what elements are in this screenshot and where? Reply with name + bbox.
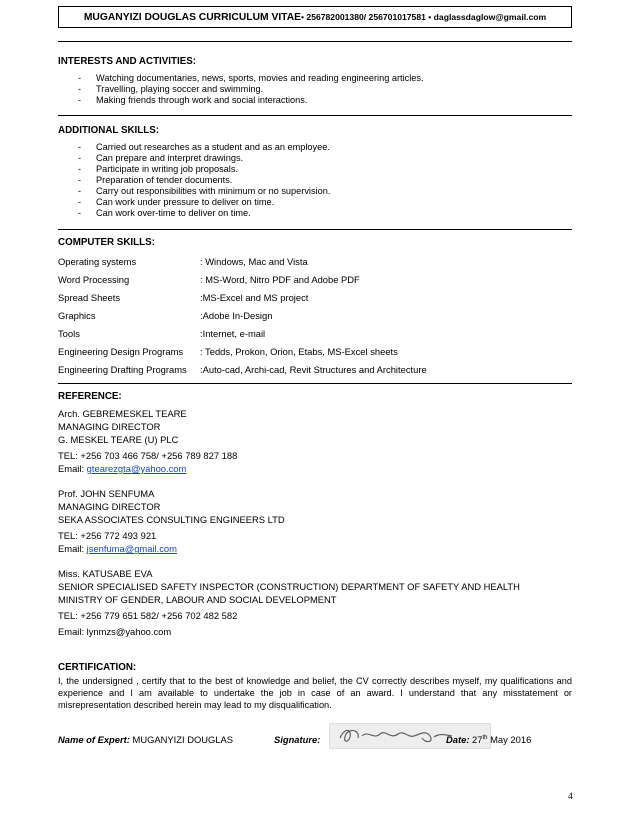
list-item: - Making friends through work and social interactions. bbox=[78, 95, 308, 105]
list-item: - Carried out researches as a student and as an employee. bbox=[78, 142, 330, 152]
email-link[interactable]: gtearezgta@yahoo.com bbox=[86, 463, 187, 474]
interests-section bbox=[58, 55, 572, 106]
table-row: Graphics :Adobe In-Design bbox=[58, 309, 273, 321]
list-item: - Can work under pressure to deliver on time. bbox=[78, 197, 275, 207]
table-row: Operating systems : Windows, Mac and Vista bbox=[58, 255, 308, 267]
list-item: - Participate in writing job proposals. bbox=[78, 164, 238, 174]
reference-section bbox=[58, 390, 572, 638]
reference-1: Arch. GEBREMESKEL TEARE MANAGING DIRECTOR G. MESKEL TEARE (U) PLC TEL: +256 703 466 758/ +256 789 827 188 Email: gtearezgta@yahoo.com bbox=[58, 408, 238, 474]
additional-skills-list bbox=[58, 142, 572, 219]
cv-header bbox=[58, 6, 572, 28]
additional-skills-section bbox=[58, 124, 572, 219]
list-item: - Can prepare and interpret drawings. bbox=[78, 153, 244, 163]
reference-2: Prof. JOHN SENFUMA MANAGING DIRECTOR SEKA ASSOCIATES CONSULTING ENGINEERS LTD TEL: +256 772 493 921 Email: jsenfuma@gmail.com bbox=[58, 488, 285, 554]
email-link[interactable]: jsenfuma@gmail.com bbox=[86, 543, 177, 554]
section-divider bbox=[58, 115, 572, 116]
additional-skills-title: ADDITIONAL SKILLS: bbox=[58, 125, 160, 136]
cv-contact: • 256782001380/ 256701017581 • daglassdaglow@gmail.com bbox=[301, 12, 547, 22]
certification-text: I, the undersigned , certify that to the best of knowledge and belief, the CV correctly describes myself, my qualifications and experience and I am available to undertake the job in case of an award. I understand that any misstatement or misrepresentation described herein may lead to my disqualification. bbox=[58, 676, 572, 710]
interests-title: INTERESTS AND ACTIVITIES: bbox=[58, 56, 197, 67]
certification-title: CERTIFICATION: bbox=[58, 662, 137, 673]
computer-skills-table bbox=[58, 252, 427, 378]
signature-label: Signature: bbox=[274, 734, 321, 745]
cv-title: MUGANYIZI DOUGLAS CURRICULUM VITAE bbox=[83, 11, 302, 23]
list-item: - Carry out responsibilities with minimum or no supervision. bbox=[78, 186, 331, 196]
page-number: 4 bbox=[568, 792, 573, 802]
table-row: Tools :Internet, e-mail bbox=[58, 327, 266, 339]
computer-skills-section bbox=[58, 236, 572, 378]
interests-list bbox=[58, 73, 572, 106]
table-row: Word Processing : MS-Word, Nitro PDF and Adobe PDF bbox=[58, 273, 360, 285]
list-item: - Travelling, playing soccer and swimming. bbox=[78, 84, 264, 94]
list-item: - Watching documentaries, news, sports, movies and reading engineering articles. bbox=[78, 73, 424, 83]
table-row: Spread Sheets :MS-Excel and MS project bbox=[58, 291, 309, 303]
section-divider bbox=[58, 229, 572, 230]
section-divider bbox=[58, 383, 572, 384]
reference-3: Miss. KATUSABE EVA SENIOR SPECIALISED SAFETY INSPECTOR (CONSTRUCTION) DEPARTMENT OF SAFETY AND HEALTH MINISTRY OF GENDER, LABOUR AND SOCIAL DEVELOPMENT TEL: +256 779 651 582/ +256 702 482 582 Email: lynmzs@yahoo.com bbox=[58, 568, 520, 637]
list-item: - Preparation of tender documents. bbox=[78, 175, 233, 185]
table-row: Engineering Drafting Programs :Auto-cad, Archi-cad, Revit Structures and Architecture bbox=[58, 363, 427, 375]
reference-title: REFERENCE: bbox=[58, 391, 122, 402]
computer-skills-title: COMPUTER SKILLS: bbox=[58, 237, 155, 248]
signoff-row: Name of Expert: MUGANYIZI DOUGLAS Signature: Date: 27th May 2016 bbox=[58, 731, 572, 749]
list-item: - Can work over-time to deliver on time. bbox=[78, 208, 251, 218]
table-row: Engineering Design Programs : Tedds, Prokon, Orion, Etabs, MS-Excel sheets bbox=[58, 345, 398, 357]
section-divider bbox=[58, 41, 572, 42]
certification-section bbox=[58, 661, 572, 711]
